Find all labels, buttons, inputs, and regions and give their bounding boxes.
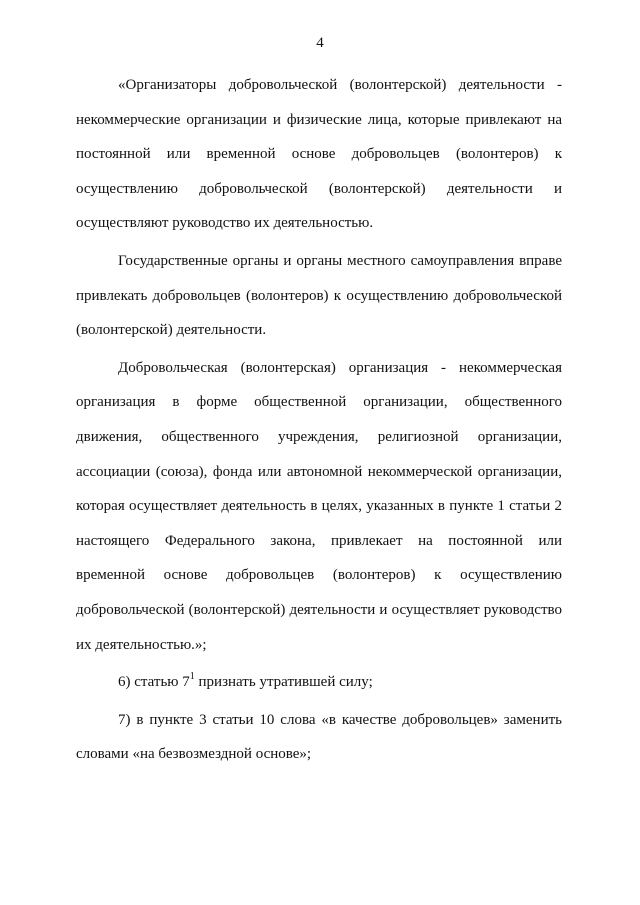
paragraph-item-6 <box>76 665 562 700</box>
paragraph-item-7: 7) в пункте 3 статьи 10 слова «в качестве добровольцев» заменить словами «на безвозмездной основе»; <box>76 711 562 763</box>
paragraph-organizers-definition: «Организаторы добровольческой (волонтерской) деятельности - некоммерческие организации и физические лица, которые привлекают на постоянной или временной основе добровольцев (волонтеров) к осуществлению добровольческой (волонтерской) деятельности и осуществляют руководство их деятельностью. <box>76 77 562 232</box>
item-6-text-before: 6) статью 7 <box>118 674 190 691</box>
item-6-text-after: признать утратившей силу; <box>194 674 373 691</box>
document-body <box>76 68 562 773</box>
paragraph-state-bodies: Государственные органы и органы местного самоуправления вправе привлекать добровольцев (волонтеров) к осуществлению добровольческой (волонтерской) деятельности. <box>76 252 562 339</box>
item-6-superscript: 1 <box>189 671 195 683</box>
page-number: 4 <box>316 35 324 51</box>
paragraph-volunteer-organization-definition: Добровольческая (волонтерская) организация - некоммерческая организация в форме общественной организации, общественного движения, общественного учреждения, религиозной организации, ассоциации (союза), фонда или автономной некоммерческой организации, которая осуществляет деятельность в целях, указанных в пункте 1 статьи 2 настоящего Федерального закона, привлекает на постоянной или временной основе добровольцев (волонтеров) к осуществлению добровольческой (волонтерской) деятельности и осуществляет руководство их деятельностью.»; <box>76 359 562 653</box>
